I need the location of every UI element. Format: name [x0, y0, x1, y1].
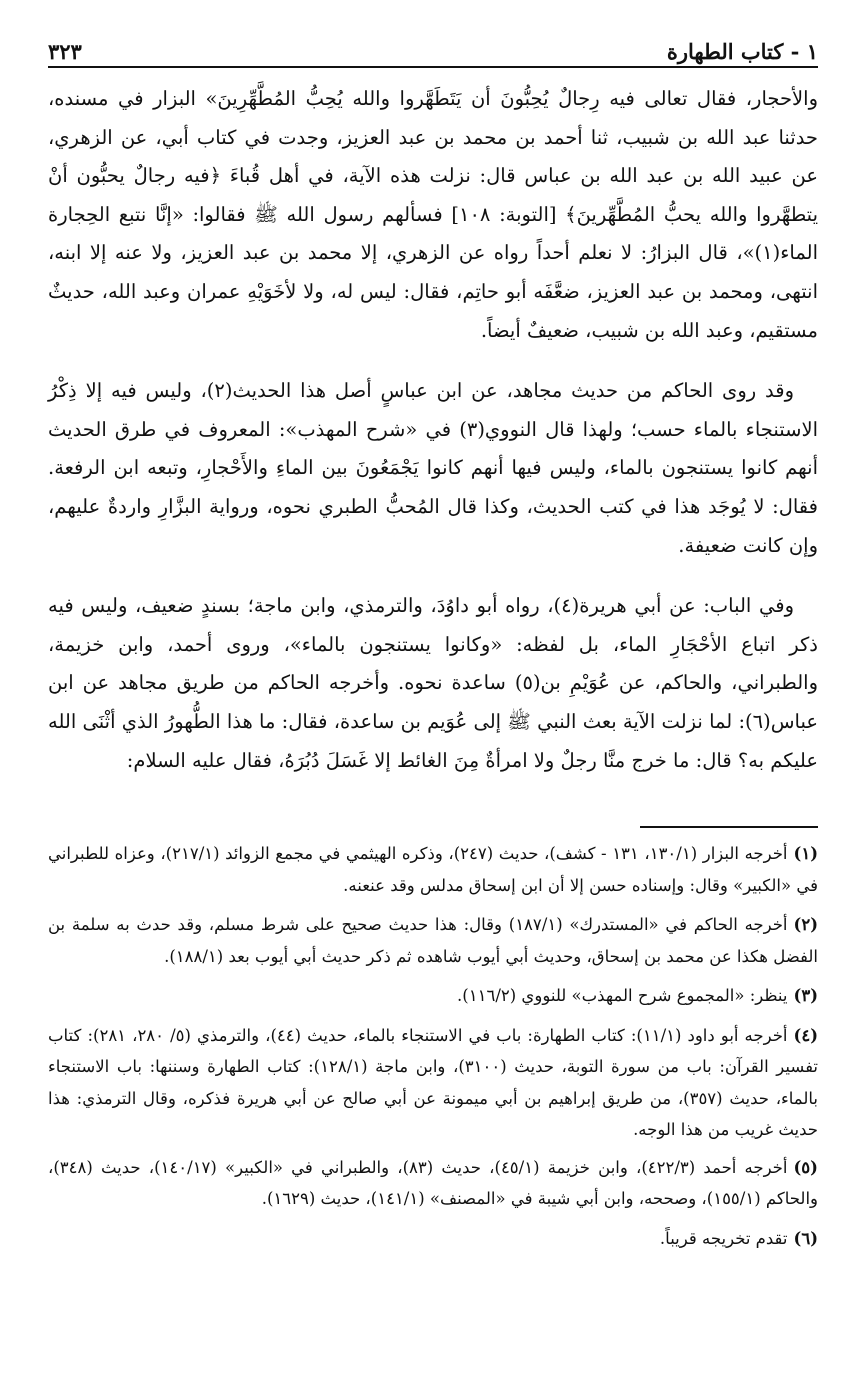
main-text	[48, 80, 818, 780]
footnote-2	[48, 909, 818, 972]
footnote-text: أخرجه أحمد (٤٢٢/٣)، وابن خزيمة (٤٥/١)، حديث (٨٣)، والطبراني في «الكبير» (١٤٠/١٧)، حديث (٣٤٨)، والحاكم (١٥٥/١)، وصححه، وابن أبي شيبة في «المصنف» (١٤١/١)، حديث (١٦٢٩).	[48, 1157, 818, 1208]
footnote-number: (٥)	[793, 1157, 818, 1177]
paragraph-2: وقد روى الحاكم من حديث مجاهد، عن ابن عباسٍ أصل هذا الحديث(٢)، وليس فيه إلا ذِكْرُ الاستنجاء بالماء حسب؛ ولهذا قال النووي(٣) في «شرح المهذب»: المعروف في طرق الحديث أنهم كانوا يستنجون بالماء، وليس فيها أنهم كانوا يَجْمَعُونَ بين الماءِ والأَحْجارِ، وتبعه ابن الرفعة. فقال: لا يُوجَد هذا في كتب الحديث، وكذا قال المُحبُّ الطبري نحوه، ورواية البزَّارِ واردةٌ عليهم، وإن كانت ضعيفة.	[48, 379, 818, 557]
footnote-5	[48, 1152, 818, 1215]
footnote-number: (٣)	[793, 986, 818, 1005]
footnote-text: ينظر: «المجموع شرح المهذب» للنووي (١١٦/٢).	[457, 986, 788, 1005]
footnotes	[48, 838, 818, 1262]
footnote-1	[48, 838, 818, 901]
footnote-number: (٤)	[793, 1025, 818, 1045]
footnote-4	[48, 1020, 818, 1146]
footnote-number: (٢)	[793, 915, 818, 934]
footnote-text: أخرجه الحاكم في «المستدرك» (١٨٧/١) وقال: هذا حديث صحيح على شرط مسلم، وقد حدث به سلمة بن الفضل هكذا عن محمد بن إسحاق، وحديث أبي أيوب شاهده ثم ذكر حديث أبي أيوب بعد (١٨٨/١).	[48, 915, 818, 966]
chapter-title: ١ - كتاب الطهارة	[666, 39, 818, 64]
footnote-3	[48, 980, 818, 1012]
paragraph-1: والأحجار، فقال تعالى فيه رِجالٌ يُحِبُّونَ أن يَتَطَهَّروا والله يُحِبُّ المُطَّهِّرِينَ» البزار في مسنده، حدثنا عبد الله بن شبيب، ثنا أحمد بن محمد بن عبد العزيز، وجدت في كتاب أبي، عن الزهري، عن عبيد الله بن عبد الله بن عباس قال: نزلت هذه الآية، في أهل قُباءَ ﴿فيه رجالٌ يحبُّون أنْ يتطهَّروا والله يحبُّ المُطَّهِّرينَ﴾ [التوبة: ١٠٨] فسألهم رسول الله ﷺ فقالوا: «إنَّا نتبع الحِجارة الماء(١)»، قال البزارُ: لا نعلم أحداً رواه عن الزهري، إلا محمد بن عبد العزيز، ولا عنه إلا ابنه، انتهى، ومحمد بن عبد العزيز، ضعَّفَه أبو حاتِم، فقال: ليس له، ولا لأخَوَيْهِ عمران وعبد الله، حديثٌ مستقيم، وعبد الله بن شبيب، ضعيفٌ أيضاً.	[48, 87, 818, 342]
footnote-number: (١)	[793, 844, 818, 863]
header-rule	[48, 66, 818, 68]
footnote-text: أخرجه البزار (١٣٠/١، ١٣١ - كشف)، حديث (٢٤٧)، وذكره الهيثمي في مجمع الزوائد (٢١٧/١)، وعزاه للطبراني في «الكبير» وقال: وإسناده حسن إلا أن ابن إسحاق مدلس وقد عنعنه.	[48, 844, 818, 895]
page-header	[48, 34, 818, 64]
page-number: ٣٢٣	[48, 39, 82, 64]
paragraph-3: وفي الباب: عن أبي هريرة(٤)، رواه أبو داوُدَ، والترمذي، وابن ماجة؛ بسندٍ ضعيف، وليس فيه ذكر اتباع الأحْجَارِ الماء، بل لفظه: «وكانوا يستنجون بالماء»، وروى أحمد، وابن خزيمة، والطبراني، والحاكم، عن عُوَيْمِ بن(٥) ساعدة نحوه. وأخرجه الحاكم من طريق مجاهد عن ابن عباس(٦): لما نزلت الآية بعث النبي ﷺ إلى عُوَيم بن ساعدة، فقال: ما هذا الطُّهورُ الذي أثْنَى الله عليكم به؟ قال: ما خرج منَّا رجلٌ ولا امرأةٌ مِنَ الغائط إلا غَسَلَ دُبُرَهُ، فقال عليه السلام:	[48, 594, 818, 772]
footnote-text: أخرجه أبو داود (١١/١): كتاب الطهارة: باب في الاستنجاء بالماء، حديث (٤٤)، والترمذي (٥/ ٢٨٠، ٢٨١): كتاب تفسير القرآن: باب من سورة التوبة، حديث (٣١٠٠)، وابن ماجة (١٢٨/١): كتاب الطهارة وسننها: باب الاستنجاء بالماء، حديث (٣٥٧)، من طريق إبراهيم بن أبي ميمونة عن أبي صالح عن أبي هريرة فذكره، وقال الترمذي: هذا حديث غريب من هذا الوجه.	[48, 1025, 819, 1139]
footnote-number: (٦)	[793, 1228, 818, 1248]
footnote-6	[48, 1223, 818, 1255]
footnote-separator	[640, 826, 818, 828]
footnote-text: تقدم تخريجه قريباً.	[659, 1228, 788, 1248]
